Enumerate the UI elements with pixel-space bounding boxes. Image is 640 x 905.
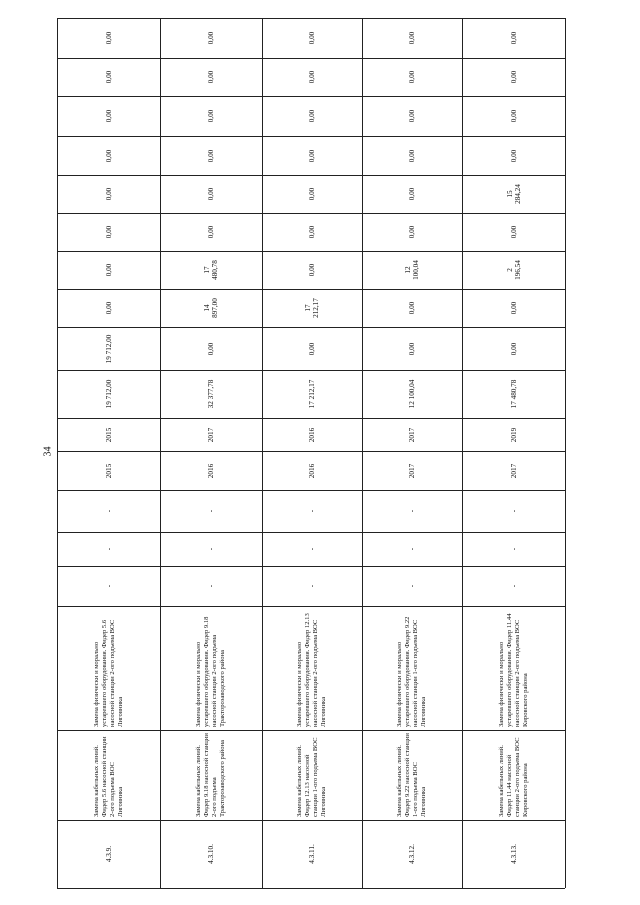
table-cell-y2017 xyxy=(57,251,160,289)
table-cell-c6 xyxy=(160,532,262,566)
table-cell-c7 xyxy=(57,490,160,532)
cell-text: 0,00 xyxy=(308,31,316,45)
table-cell-y2019 xyxy=(462,175,565,213)
table-cell-name xyxy=(57,730,160,820)
table-cell-year_start xyxy=(262,451,362,490)
table-cell-y2022 xyxy=(262,58,362,96)
table-cell-y2016 xyxy=(262,289,362,327)
table-cell-c7 xyxy=(262,490,362,532)
cell-text: 0,00 xyxy=(104,187,113,201)
cell-text: 0,00 xyxy=(104,301,113,315)
cell-text: 0,00 xyxy=(104,149,113,162)
table-cell-y2018 xyxy=(462,213,565,251)
table-cell-y2022 xyxy=(362,58,462,96)
table-cell-total xyxy=(362,370,462,418)
cell-text: 2017 xyxy=(207,427,215,442)
table-cell-name xyxy=(362,730,462,820)
cell-text: - xyxy=(509,547,518,551)
cell-text: Замена кабельных линий. Фидер 5.6 насосной станции 2-ого подъема ВОС Лиговника xyxy=(92,736,124,817)
table-cell-y2019 xyxy=(57,175,160,213)
table-cell-year_start xyxy=(462,451,565,490)
table-cell-c6 xyxy=(362,532,462,566)
cell-text: - xyxy=(207,509,215,513)
cell-text: - xyxy=(308,547,316,551)
cell-text: 0,00 xyxy=(308,263,316,277)
table-cell-year_end xyxy=(57,418,160,451)
cell-text: - xyxy=(104,584,113,588)
table-cell-c6 xyxy=(57,532,160,566)
cell-text: Замена кабельных линий. Фидер 11.44 насосной станции 2-ого подъема ВОС Кировского района xyxy=(497,737,529,817)
cell-text: 4.3.9. xyxy=(104,845,113,863)
table-cell-y2019 xyxy=(362,175,462,213)
cell-text: 32 377,78 xyxy=(207,379,215,409)
cell-text: 15 284,24 xyxy=(505,184,522,204)
cell-text: Замена кабельных линий. Фидер 12.13 насосной станции 1-ого подъема ВОС Лиговника xyxy=(296,737,327,817)
table-cell-y2023 xyxy=(362,18,462,58)
cell-text: 0,00 xyxy=(509,342,518,355)
cell-text: 17 212,17 xyxy=(304,298,320,318)
cell-text: 0,00 xyxy=(104,225,113,239)
table-cell-year_end xyxy=(160,418,262,451)
cell-text: 0,00 xyxy=(207,70,215,84)
table-cell-y2019 xyxy=(160,175,262,213)
table-cell-name xyxy=(262,730,362,820)
cell-text: - xyxy=(308,584,316,588)
table-cell-year_start xyxy=(57,451,160,490)
table-cell-y2022 xyxy=(462,58,565,96)
table-cell-y2018 xyxy=(160,213,262,251)
cell-text: 4.3.10. xyxy=(207,844,215,864)
table-cell-c5 xyxy=(57,566,160,606)
cell-text: 0,00 xyxy=(207,31,215,45)
table-cell-description xyxy=(362,606,462,730)
table-cell-c5 xyxy=(462,566,565,606)
table-cell-year_start xyxy=(362,451,462,490)
cell-text: 0,00 xyxy=(408,31,416,45)
table-cell-y2020 xyxy=(160,136,262,175)
cell-text: Замена кабельных линий. Фидер 9.18 насосной станции 2-ого подъема Тракторозаводского района xyxy=(195,733,226,817)
table-cell-y2015 xyxy=(462,327,565,370)
cell-text: 2 196,54 xyxy=(505,260,522,280)
cell-text: 0,00 xyxy=(104,109,113,123)
cell-text: 0,00 xyxy=(104,31,113,45)
cell-text: - xyxy=(408,547,416,551)
cell-text: Замена физически и морально устаревшего оборудования. Фидер 12.13 насосной станции 2-ого подъема ВОС Лиговника xyxy=(296,613,327,727)
cell-text: 0,00 xyxy=(308,187,316,201)
cell-text: 2015 xyxy=(104,427,113,442)
cell-text: 0,00 xyxy=(509,301,518,315)
cell-text: 0,00 xyxy=(408,301,416,315)
table-cell-y2016 xyxy=(57,289,160,327)
cell-text: 0,00 xyxy=(308,225,316,239)
cell-text: Замена физически и морально устаревшего оборудования. Фидер 9.22 насосной станции 1-ого подъема ВОС Лиговника xyxy=(396,616,427,727)
cell-text: 0,00 xyxy=(308,342,316,355)
table-cell-c6 xyxy=(462,532,565,566)
table-cell-c6 xyxy=(262,532,362,566)
cell-text: 0,00 xyxy=(207,342,215,355)
cell-text: - xyxy=(207,584,215,588)
cell-text: - xyxy=(207,547,215,551)
cell-text: Замена физически и морально устаревшего оборудования. Фидер 5.6 насосной станции 2-ого подъема ВОС Лиговника xyxy=(92,619,124,727)
table-cell-description xyxy=(462,606,565,730)
cell-text: 0,00 xyxy=(408,187,416,201)
cell-text: 0,00 xyxy=(207,109,215,123)
cell-text: 19 712,00 xyxy=(104,379,113,409)
table-cell-total xyxy=(57,370,160,418)
table-cell-code xyxy=(262,820,362,888)
cell-text: 12 100,04 xyxy=(408,379,416,409)
cell-text: Замена кабельных линий. Фидер 9.22 насосной станции 1-ого подъема ВОС Лиговника xyxy=(396,733,427,817)
cell-text: - xyxy=(308,509,316,513)
cell-text: 2017 xyxy=(408,427,416,442)
table-cell-y2021 xyxy=(57,96,160,136)
table-cell-c7 xyxy=(362,490,462,532)
cell-text: 17 480,78 xyxy=(203,260,219,280)
cell-text: - xyxy=(408,509,416,513)
table-cell-y2021 xyxy=(160,96,262,136)
table-cell-code xyxy=(57,820,160,888)
column-border-line xyxy=(57,888,565,889)
table-cell-c7 xyxy=(160,490,262,532)
table-cell-total xyxy=(462,370,565,418)
cell-text: 4.3.12. xyxy=(408,844,416,864)
cell-text: 14 897,00 xyxy=(203,298,219,318)
table-cell-description xyxy=(262,606,362,730)
table-cell-y2021 xyxy=(362,96,462,136)
table-cell-y2019 xyxy=(262,175,362,213)
table-cell-name xyxy=(160,730,262,820)
cell-text: 4.3.13. xyxy=(509,844,518,864)
table-cell-y2021 xyxy=(262,96,362,136)
table-cell-y2020 xyxy=(262,136,362,175)
table-cell-code xyxy=(160,820,262,888)
cell-text: 0,00 xyxy=(207,149,215,162)
cell-text: 2017 xyxy=(408,463,416,478)
table-cell-y2020 xyxy=(362,136,462,175)
table-cell-y2021 xyxy=(462,96,565,136)
cell-text: - xyxy=(408,584,416,588)
cell-text: 2015 xyxy=(104,463,113,478)
table-cell-y2020 xyxy=(462,136,565,175)
table-cell-y2016 xyxy=(362,289,462,327)
table-cell-y2023 xyxy=(160,18,262,58)
cell-text: 0,00 xyxy=(509,149,518,162)
cell-text: 17 212,17 xyxy=(308,379,316,409)
cell-text: 0,00 xyxy=(408,342,416,355)
cell-text: 2016 xyxy=(308,427,316,442)
cell-text: 0,00 xyxy=(207,225,215,239)
table-cell-year_end xyxy=(362,418,462,451)
cell-text: 12 100,04 xyxy=(404,260,420,280)
table-cell-code xyxy=(462,820,565,888)
table-cell-total xyxy=(262,370,362,418)
cell-text: 2017 xyxy=(509,463,518,478)
cell-text: 0,00 xyxy=(408,70,416,84)
table-cell-y2015 xyxy=(362,327,462,370)
table-cell-c7 xyxy=(462,490,565,532)
cell-text: 0,00 xyxy=(308,109,316,123)
table-cell-y2018 xyxy=(57,213,160,251)
cell-text: 0,00 xyxy=(308,70,316,84)
table-cell-y2017 xyxy=(462,251,565,289)
table-cell-code xyxy=(362,820,462,888)
table-cell-year_end xyxy=(262,418,362,451)
table-cell-description xyxy=(160,606,262,730)
cell-text: 0,00 xyxy=(509,31,518,45)
cell-text: 0,00 xyxy=(408,149,416,162)
table-cell-y2023 xyxy=(262,18,362,58)
table-cell-y2015 xyxy=(57,327,160,370)
cell-text: 2016 xyxy=(207,463,215,478)
cell-text: - xyxy=(509,584,518,588)
cell-text: - xyxy=(509,509,518,513)
table-cell-y2015 xyxy=(160,327,262,370)
table-cell-year_start xyxy=(160,451,262,490)
cell-text: 2019 xyxy=(509,427,518,442)
cell-text: Замена физически и морально устаревшего оборудования. Фидер 9.18 насосной станции 2-ого подъема Тракторозаводского района xyxy=(195,616,226,727)
row-border-line xyxy=(565,18,566,888)
cell-text: 0,00 xyxy=(308,149,316,162)
cell-text: 0,00 xyxy=(104,70,113,84)
cell-text: 0,00 xyxy=(509,225,518,239)
table-cell-c5 xyxy=(362,566,462,606)
table-cell-y2017 xyxy=(362,251,462,289)
table-cell-description xyxy=(57,606,160,730)
cell-text: - xyxy=(104,547,113,551)
table-cell-y2017 xyxy=(262,251,362,289)
table-cell-y2016 xyxy=(462,289,565,327)
table-cell-y2020 xyxy=(57,136,160,175)
table-cell-year_end xyxy=(462,418,565,451)
cell-text: - xyxy=(104,509,113,513)
table-cell-y2018 xyxy=(262,213,362,251)
table-cell-total xyxy=(160,370,262,418)
page-number: 34 xyxy=(42,446,54,457)
table-cell-y2016 xyxy=(160,289,262,327)
cell-text: 2016 xyxy=(308,463,316,478)
table-cell-y2023 xyxy=(57,18,160,58)
table-cell-y2022 xyxy=(160,58,262,96)
table-cell-c5 xyxy=(160,566,262,606)
cell-text: 4.3.11. xyxy=(308,844,316,864)
cell-text: 0,00 xyxy=(509,109,518,123)
cell-text: 17 480,78 xyxy=(509,379,518,409)
cell-text: 0,00 xyxy=(408,225,416,239)
table-cell-name xyxy=(462,730,565,820)
table-cell-y2022 xyxy=(57,58,160,96)
cell-text: 0,00 xyxy=(207,187,215,201)
cell-text: Замена физически и морально устаревшего оборудования. Фидер 11.44 насосной станции 2-ого подъема ВОС Кировского района xyxy=(497,613,529,727)
table-cell-y2018 xyxy=(362,213,462,251)
table-cell-y2023 xyxy=(462,18,565,58)
table-cell-y2017 xyxy=(160,251,262,289)
table-cell-c5 xyxy=(262,566,362,606)
cell-text: 19 712,00 xyxy=(104,334,113,363)
cell-text: 0,00 xyxy=(509,70,518,84)
table-cell-y2015 xyxy=(262,327,362,370)
cell-text: 0,00 xyxy=(408,109,416,123)
cell-text: 0,00 xyxy=(104,263,113,277)
